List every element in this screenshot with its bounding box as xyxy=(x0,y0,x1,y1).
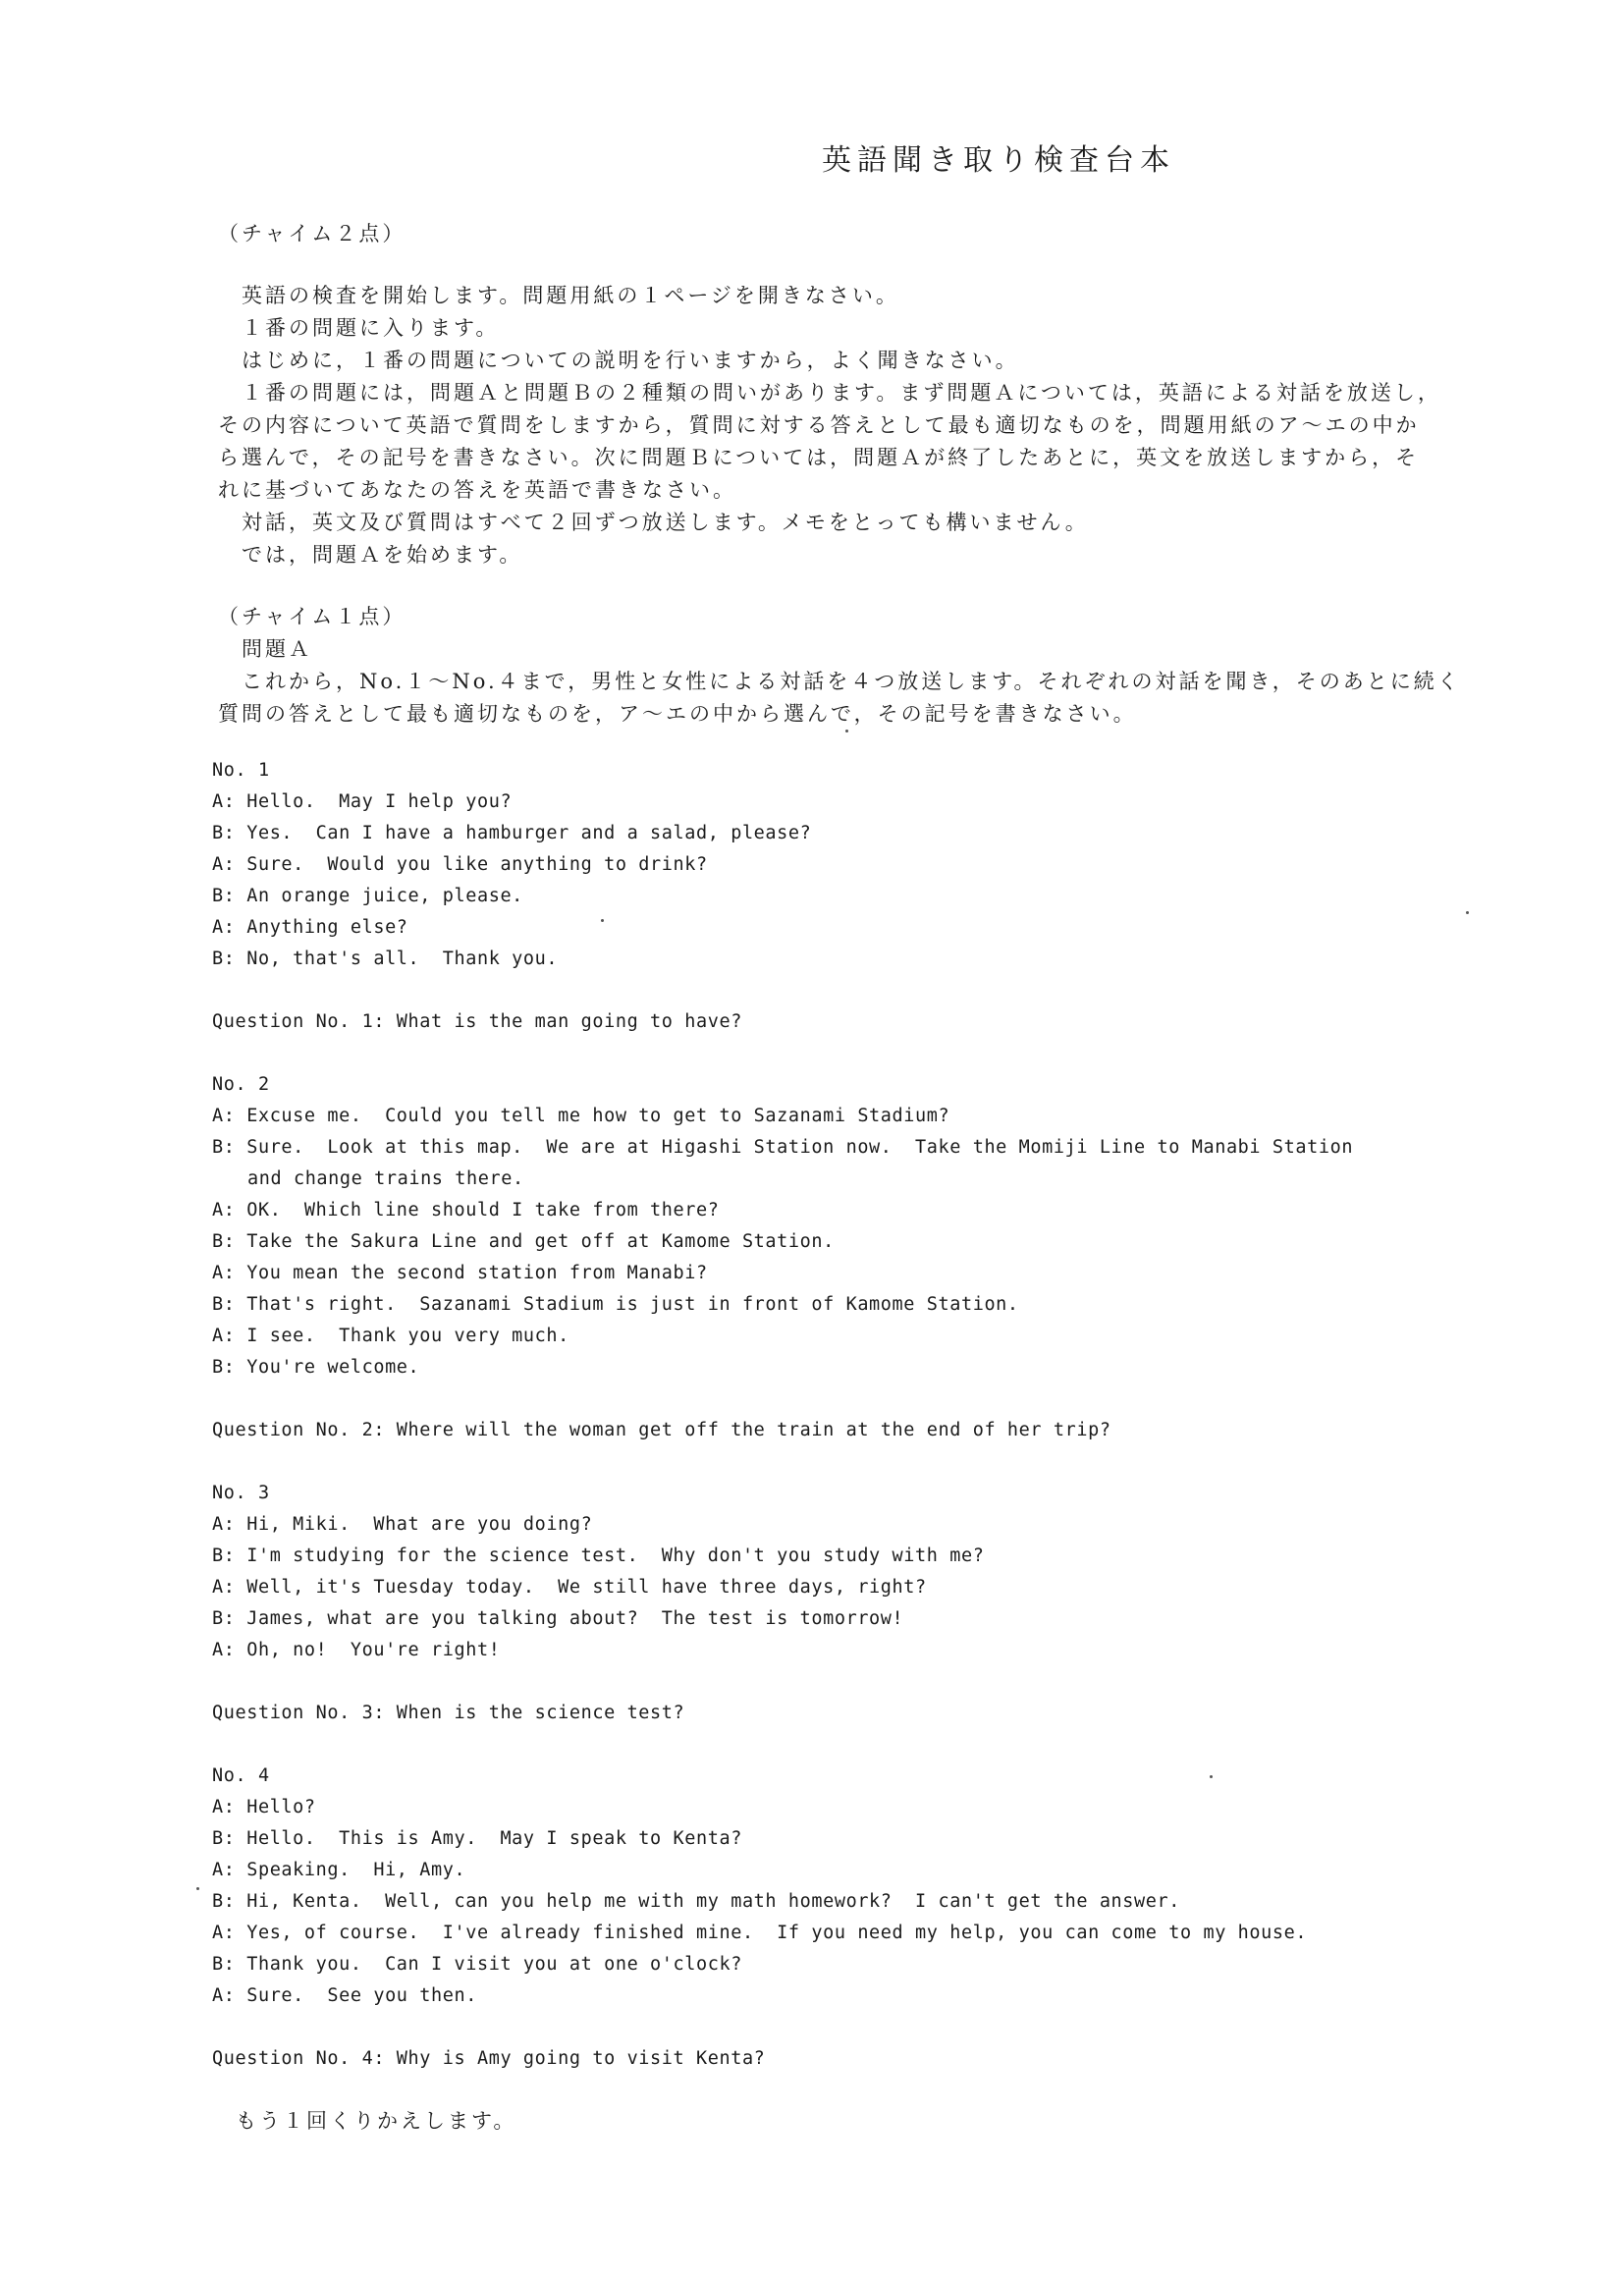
scan-speck xyxy=(1210,1775,1213,1778)
dialogue-label: No. 3 xyxy=(212,1483,270,1503)
question-line: Question No. 1: What is the man going to have? xyxy=(212,1011,742,1032)
dialogue-line: B: Hi, Kenta. Well, can you help me with my math homework? I can't get the answer. xyxy=(212,1891,1180,1912)
dialogue-line: B: Hello. This is Amy. May I speak to Kenta? xyxy=(212,1828,742,1849)
intro-line-6: ら選んで，その記号を書きなさい。次に問題Ｂについては，問題Ａが終了したあとに，英文を放送しますから，そ xyxy=(218,446,1420,469)
dialogue-label: No. 1 xyxy=(212,760,270,781)
dialogue-line: B: Yes. Can I have a hamburger and a salad, please? xyxy=(212,823,812,843)
scan-speck xyxy=(196,1887,199,1890)
scan-speck xyxy=(601,919,604,922)
dialogue-line: B: That's right. Sazanami Stadium is just in front of Kamome Station. xyxy=(212,1294,1019,1315)
dialogue-line: B: Sure. Look at this map. We are at Higashi Station now. Take the Momiji Line to Manabi Station xyxy=(212,1137,1354,1158)
dialogue-line: A: Oh, no! You're right! xyxy=(212,1640,501,1660)
dialogue-line: A: Well, it's Tuesday today. We still have three days, right? xyxy=(212,1577,927,1598)
dialogue-line: B: James, what are you talking about? The test is tomorrow! xyxy=(212,1608,904,1629)
section-a-instruction-1: これから，No.１～No.４まで，男性と女性による対話を４つ放送します。それぞれの対話を聞き，そのあとに続く xyxy=(242,670,1461,693)
dialogue-line: B: You're welcome. xyxy=(212,1357,420,1378)
question-line: Question No. 4: Why is Amy going to visit Kenta? xyxy=(212,2048,766,2069)
intro-line-5: その内容について英語で質問をしますから，質問に対する答えとして最も適切なものを，問題用紙のア～エの中か xyxy=(218,413,1420,437)
dialogue-line: B: An orange juice, please. xyxy=(212,886,523,906)
dialogue-line: and change trains there. xyxy=(247,1168,524,1189)
dialogue-line: A: Hello. May I help you? xyxy=(212,791,513,812)
chime-two-note: （チャイム２点） xyxy=(218,222,406,245)
intro-line-9: では，問題Ａを始めます。 xyxy=(242,543,523,567)
dialogue-line: A: Hi, Miki. What are you doing? xyxy=(212,1514,593,1535)
dialogue-line: A: Excuse me. Could you tell me how to get to Sazanami Stadium? xyxy=(212,1106,950,1126)
dialogue-line: A: Anything else? xyxy=(212,917,408,938)
page-title: 英語聞き取り検査台本 xyxy=(822,143,1175,178)
dialogue-line: A: You mean the second station from Manabi? xyxy=(212,1263,708,1283)
dialogue-line: B: No, that's all. Thank you. xyxy=(212,949,559,969)
dialogue-label: No. 4 xyxy=(212,1765,270,1786)
repeat-note: もう１回くりかえします。 xyxy=(236,2109,517,2133)
dialogue-line: B: I'm studying for the science test. Why don't you study with me? xyxy=(212,1545,985,1566)
dialogue-line: A: Yes, of course. I've already finished mine. If you need my help, you can come to my house. xyxy=(212,1923,1308,1943)
dialogue-line: A: Speaking. Hi, Amy. xyxy=(212,1860,466,1880)
intro-line-1: 英語の検査を開始します。問題用紙の１ページを開きなさい。 xyxy=(242,284,899,307)
dialogue-line: A: Sure. Would you like anything to drink? xyxy=(212,854,708,875)
intro-line-8: 対話，英文及び質問はすべて２回ずつ放送します。メモをとっても構いません。 xyxy=(242,511,1089,534)
intro-line-2: １番の問題に入ります。 xyxy=(242,316,500,340)
dialogue-line: B: Thank you. Can I visit you at one o'clock? xyxy=(212,1954,742,1975)
section-a-instruction-2: 質問の答えとして最も適切なものを，ア～エの中から選んで，その記号を書きなさい。 xyxy=(218,702,1137,726)
dialogue-line: A: Hello? xyxy=(212,1797,316,1817)
scan-speck xyxy=(845,730,848,732)
dialogue-line: A: Sure. See you then. xyxy=(212,1985,477,2006)
intro-line-3: はじめに，１番の問題についての説明を行いますから，よく聞きなさい。 xyxy=(242,349,1019,372)
question-line: Question No. 3: When is the science test? xyxy=(212,1703,685,1723)
dialogue-label: No. 2 xyxy=(212,1074,270,1095)
dialogue-line: B: Take the Sakura Line and get off at Kamome Station. xyxy=(212,1231,835,1252)
scan-speck xyxy=(1466,911,1469,914)
intro-line-7: れに基づいてあなたの答えを英語で書きなさい。 xyxy=(218,478,736,502)
question-line: Question No. 2: Where will the woman get off the train at the end of her trip? xyxy=(212,1420,1111,1440)
section-a-heading: 問題Ａ xyxy=(242,637,312,661)
chime-one-note: （チャイム１点） xyxy=(218,605,406,628)
intro-line-4: １番の問題には，問題Ａと問題Ｂの２種類の問いがあります。まず問題Ａについては，英語による対話を放送し， xyxy=(242,381,1441,405)
dialogue-line: A: I see. Thank you very much. xyxy=(212,1326,569,1346)
dialogue-line: A: OK. Which line should I take from there? xyxy=(212,1200,720,1220)
